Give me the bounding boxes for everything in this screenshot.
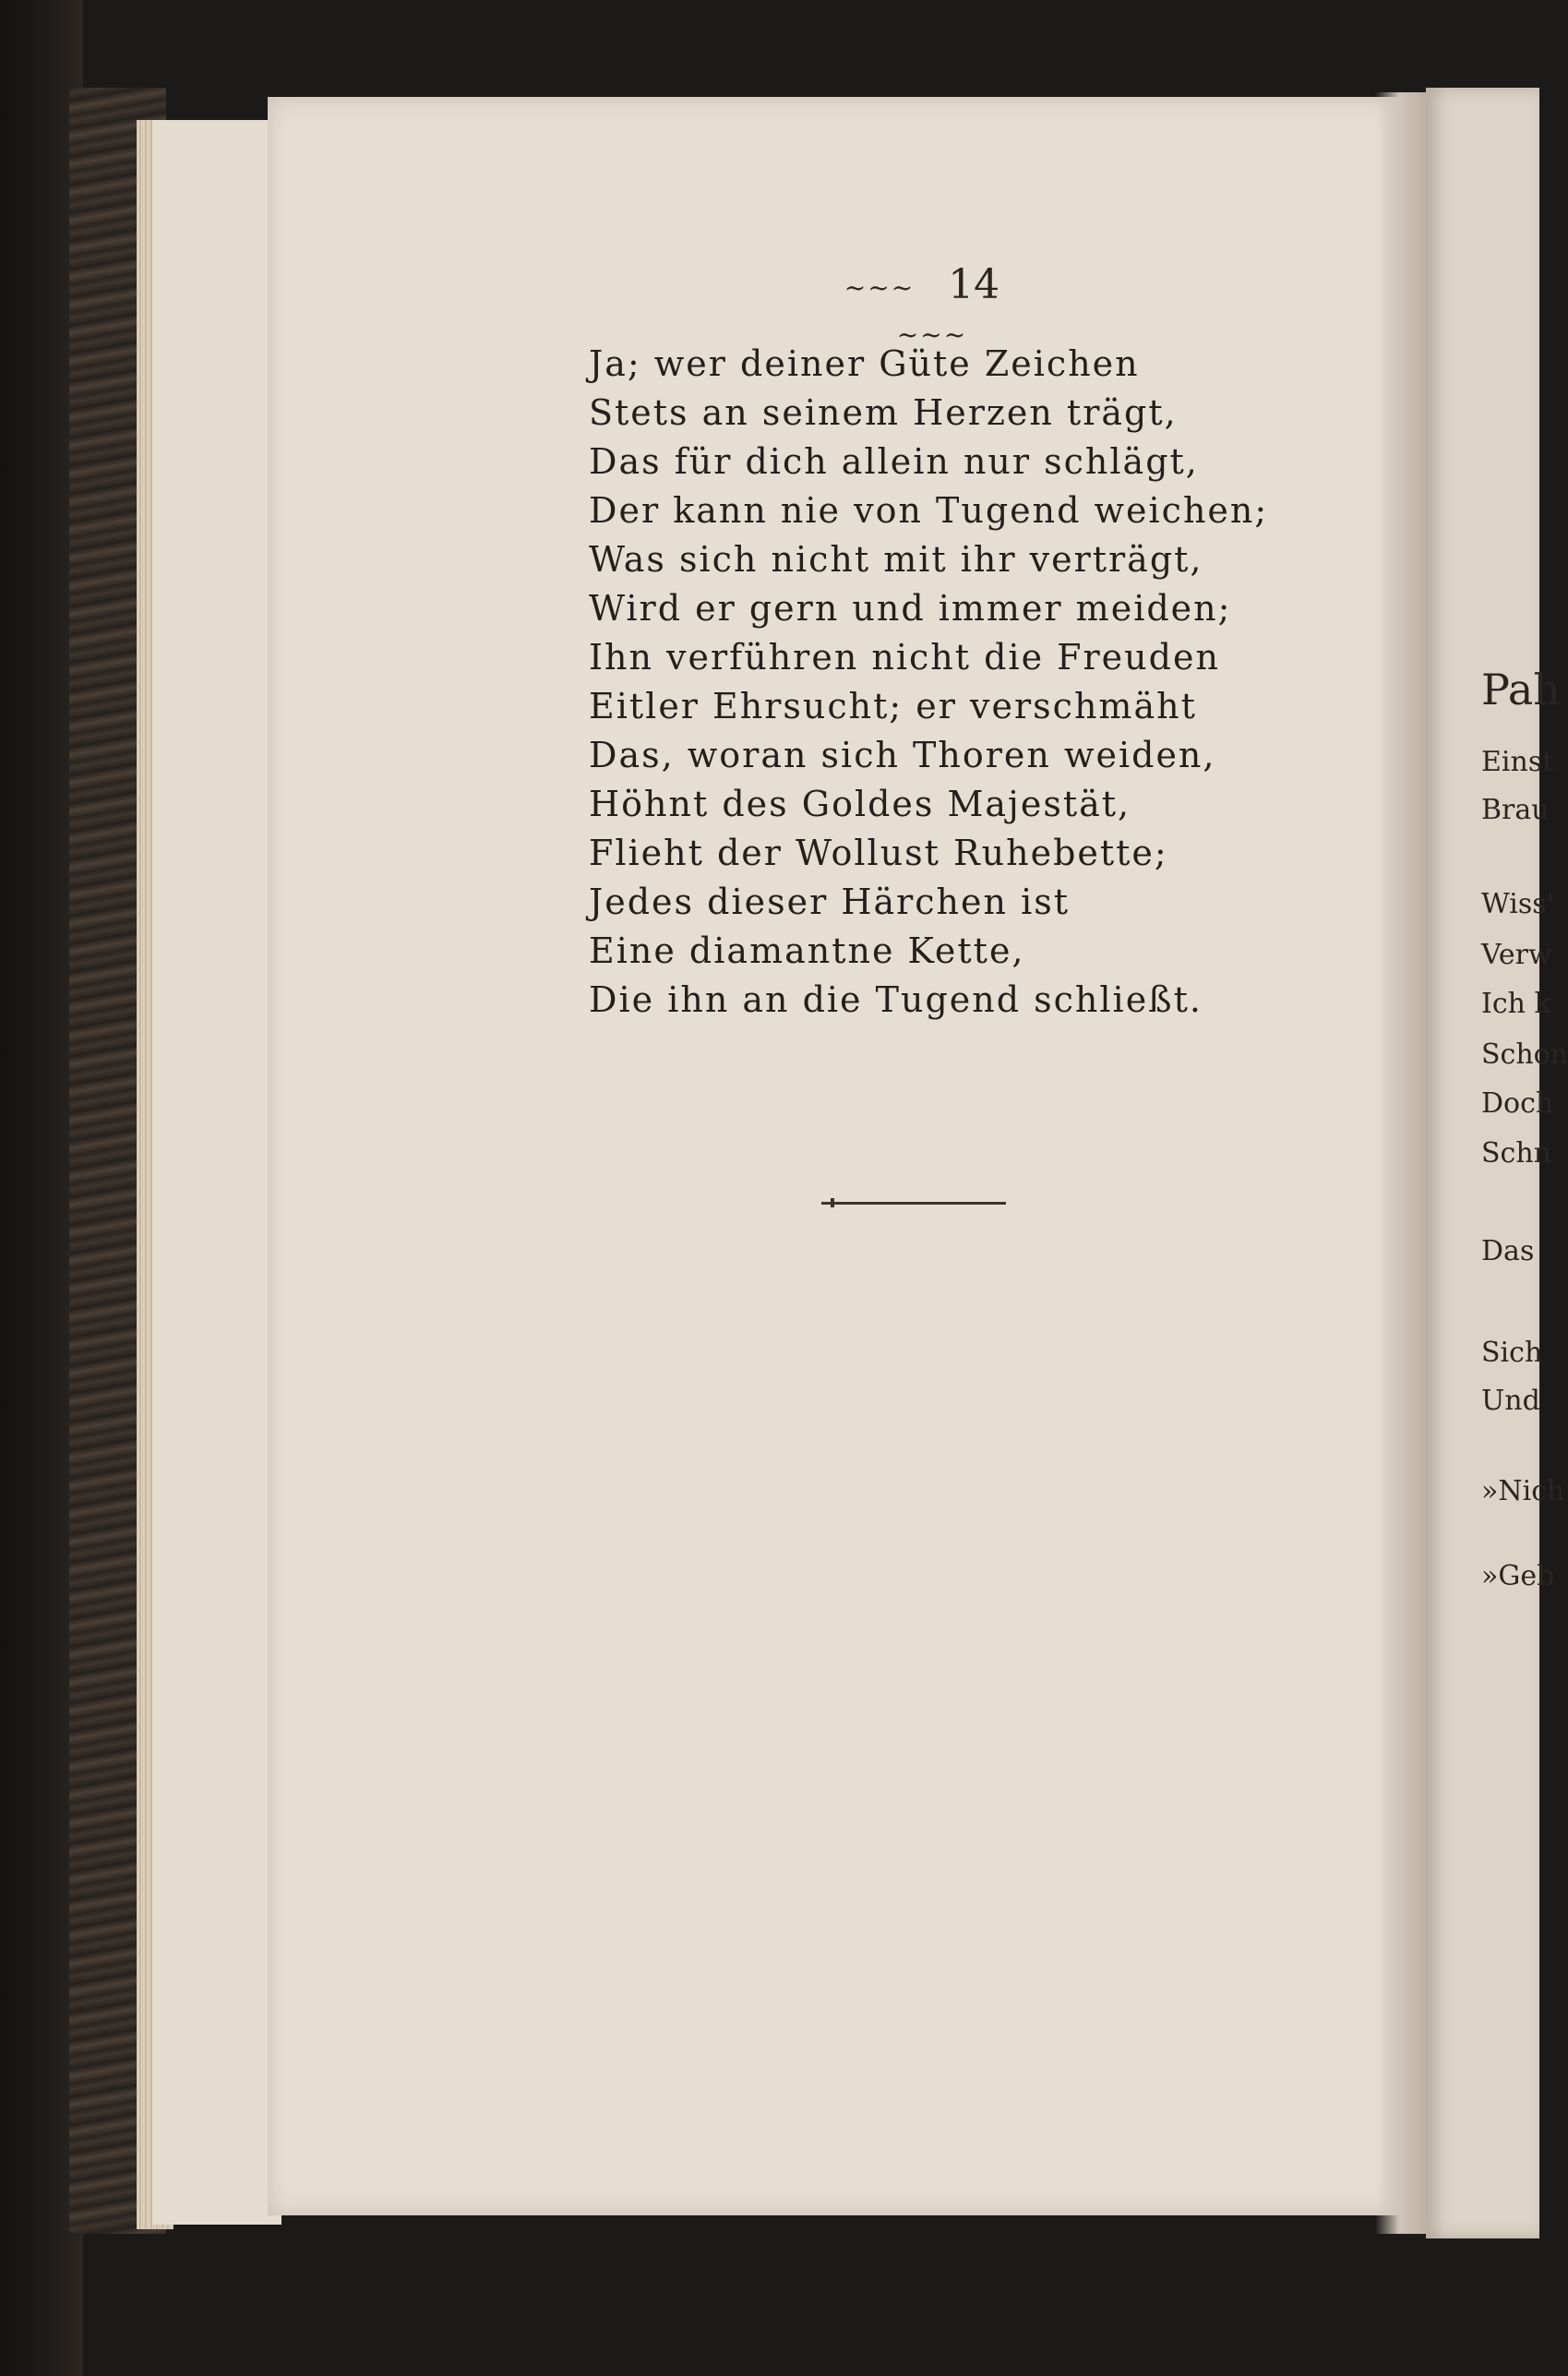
facing-line: Brau [1481,794,1550,826]
facing-line: Schn [1481,1137,1551,1170]
header-ornament-left: ~~~ [844,272,916,303]
page-number: 14 [948,261,1000,308]
section-divider-rule [821,1202,1006,1205]
facing-line: Und [1481,1385,1540,1417]
poem-line: Ihn verführen nicht die Freuden [589,637,1220,678]
poem-line: Jedes dieser Härchen ist [589,882,1070,922]
poem-text [589,340,1269,1025]
facing-line: Einst [1481,746,1554,778]
facing-line: Sich [1481,1337,1543,1369]
facing-line: Das [1481,1235,1535,1267]
poem-line: Was sich nicht mit ihr verträgt, [589,539,1203,580]
poem-line: Wird er gern und immer meiden; [589,588,1232,629]
facing-line: Pah [1481,665,1561,714]
poem-line: Der kann nie von Tugend weichen; [589,490,1269,531]
flyleaf [152,120,281,2225]
header-ornament-right: ~~~ [896,319,968,350]
facing-line: Ich k [1481,988,1551,1020]
poem-line: Das, woran sich Thoren weiden, [589,735,1216,775]
facing-line: Verw [1481,939,1552,971]
facing-page-text [1481,517,1568,1625]
facing-line: Wiss' [1481,888,1554,920]
poem-line: Die ihn an die Tugend schließt. [589,979,1203,1020]
facing-line: Doch [1481,1087,1554,1120]
poem-line: Das für dich allein nur schlägt, [589,441,1199,482]
facing-line: »Nich [1481,1475,1565,1507]
facing-line: Schon [1481,1038,1568,1071]
poem-line: Flieht der Wollust Ruhebette; [589,833,1168,873]
poem-line: Eitler Ehrsucht; er verschmäht [589,686,1197,726]
poem-line: Höhnt des Goldes Majestät, [589,784,1131,824]
facing-line: »Geb [1481,1560,1555,1592]
poem-line: Stets an seinem Herzen trägt, [589,392,1178,433]
poem-line: Ja; wer deiner Güte Zeichen [589,343,1140,384]
page-header [812,261,1052,350]
poem-line: Eine diamantne Kette, [589,930,1025,971]
